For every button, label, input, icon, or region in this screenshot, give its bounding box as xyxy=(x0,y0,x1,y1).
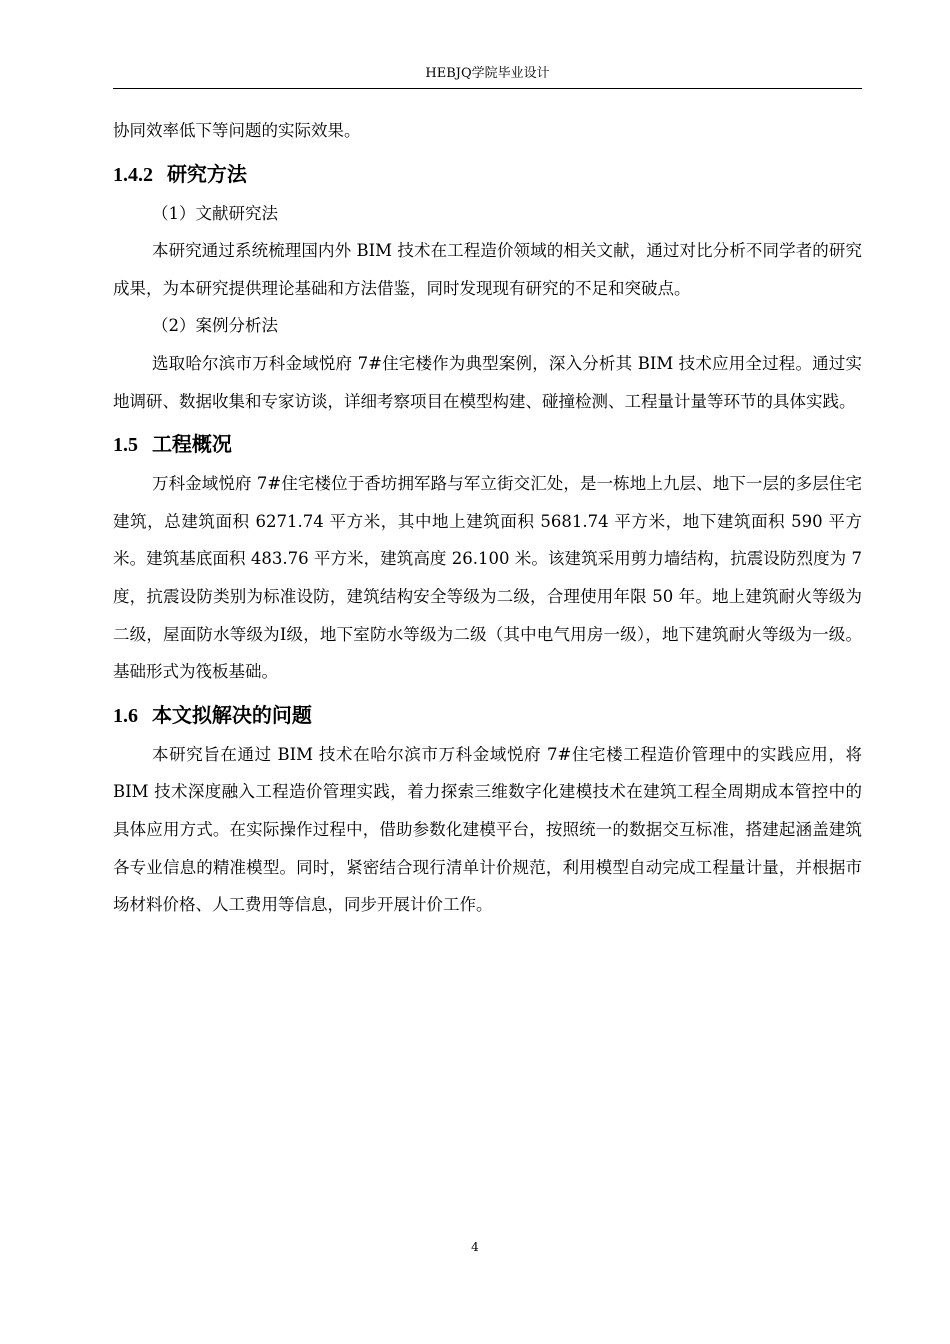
heading-1-5 xyxy=(113,420,862,465)
paragraph-problems-to-solve: 本研究旨在通过 BIM 技术在哈尔滨市万科金域悦府 7#住宅楼工程造价管理中的实践应用，将 BIM 技术深度融入工程造价管理实践，着力探索三维数字化建模技术在建筑工程全周期成本管控中的具体应用方式。在实际操作过程中，借助参数化建模平台，按照统一的数据交互标准，搭建起涵盖建筑各专业信息的精准模型。同时，紧密结合现行清单计价规范，利用模型自动完成工程量计量，并根据市场材料价格、人工费用等信息，同步开展计价工作。 xyxy=(113,744,862,915)
header-rule xyxy=(113,88,862,89)
paragraph-project-overview: 万科金域悦府 7#住宅楼位于香坊拥军路与军立街交汇处，是一栋地上九层、地下一层的多层住宅建筑，总建筑面积 6271.74 平方米，其中地上建筑面积 5681.74 平方米，地下建筑面积 590 平方米。建筑基底面积 483.76 平方米，建筑高度 26.100 米。该建筑采用剪力墙结构，抗震设防烈度为 7 度，抗震设防类别为标准设防，建筑结构安全等级为二级，合理使用年限 50 年。地上建筑耐火等级为二级，屋面防水等级为I级，地下室防水等级为二级（其中电气用房一级），地下建筑耐火等级为一级。基础形式为筏板基础。 xyxy=(113,474,862,682)
subheading-literature-method: （1）文献研究法 xyxy=(152,203,278,223)
heading-title: 本文拟解决的问题 xyxy=(151,702,312,727)
heading-number: 1.4.2 xyxy=(113,163,153,186)
heading-number: 1.5 xyxy=(113,434,138,457)
page-header: HEBJQ学院毕业设计 xyxy=(425,66,550,81)
heading-title: 研究方法 xyxy=(166,161,247,186)
page-number: 4 xyxy=(471,1240,479,1254)
paragraph-case-method: 选取哈尔滨市万科金域悦府 7#住宅楼作为典型案例，深入分析其 BIM 技术应用全过程。通过实地调研、数据收集和专家访谈，详细考察项目在模型构建、碰撞检测、工程量计量等环节的具体实践。 xyxy=(113,353,862,411)
heading-1-6 xyxy=(113,691,862,736)
heading-title: 工程概况 xyxy=(151,432,232,457)
document-body xyxy=(113,112,862,924)
subheading-case-method: （2）案例分析法 xyxy=(152,316,278,336)
heading-1-4-2 xyxy=(113,150,862,195)
paragraph-continued: 协同效率低下等问题的实际效果。 xyxy=(113,121,361,140)
paragraph-literature-method: 本研究通过系统梳理国内外 BIM 技术在工程造价领域的相关文献，通过对比分析不同学者的研究成果，为本研究提供理论基础和方法借鉴，同时发现现有研究的不足和突破点。 xyxy=(113,241,862,298)
heading-number: 1.6 xyxy=(113,704,138,727)
